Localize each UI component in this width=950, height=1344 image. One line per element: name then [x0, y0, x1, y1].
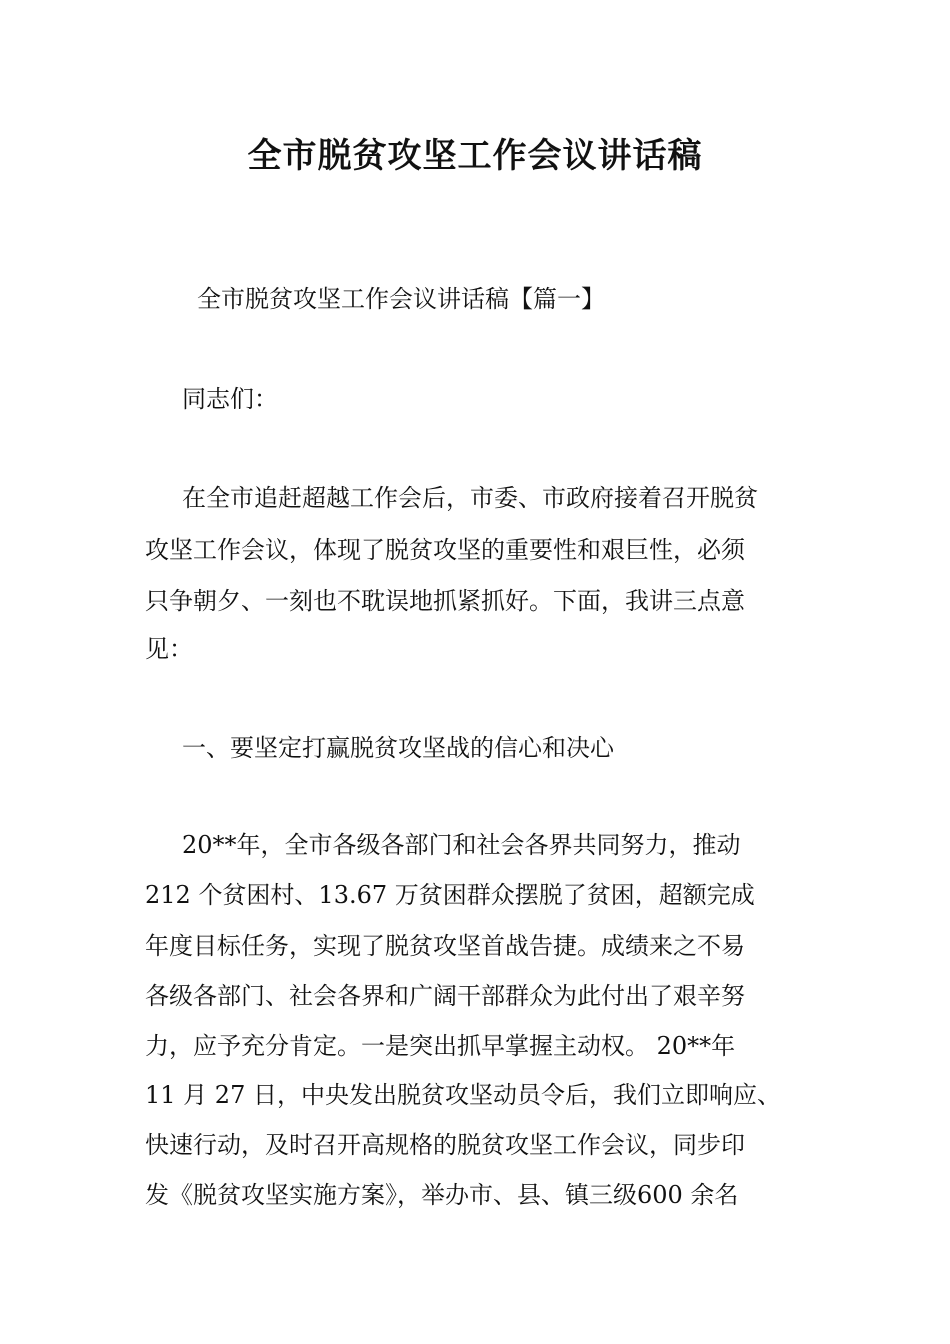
greeting: 同志们：: [182, 385, 278, 413]
paragraph-line: 力，应予充分肯定。一是突出抓早掌握主动权。 20**年: [145, 1032, 736, 1060]
paragraph-line: 在全市追赶超越工作会后，市委、市政府接着召开脱贫: [182, 484, 758, 512]
paragraph-line: 快速行动，及时召开高规格的脱贫攻坚工作会议，同步印: [145, 1131, 745, 1159]
paragraph-line: 年度目标任务，实现了脱贫攻坚首战告捷。成绩来之不易: [145, 932, 745, 960]
document-title: 全市脱贫攻坚工作会议讲话稿: [247, 136, 703, 176]
paragraph-line: 发《脱贫攻坚实施方案》，举办市、县、镇三级600 余名: [145, 1181, 739, 1209]
paragraph-line: 212 个贫困村、13.67 万贫困群众摆脱了贫困，超额完成: [145, 881, 755, 909]
paragraph-line: 各级各部门、社会各界和广阔干部群众为此付出了艰辛努: [145, 982, 745, 1010]
paragraph-line: 20**年，全市各级各部门和社会各界共同努力，推动: [182, 831, 741, 859]
paragraph-line: 见：: [145, 635, 193, 663]
section-heading: 一、要坚定打赢脱贫攻坚战的信心和决心: [182, 734, 614, 762]
paragraph-line: 11 月 27 日，中央发出脱贫攻坚动员令后，我们立即响应、: [145, 1081, 781, 1109]
paragraph-line: 只争朝夕、一刻也不耽误地抓紧抓好。下面，我讲三点意: [145, 587, 745, 615]
paragraph-line: 攻坚工作会议，体现了脱贫攻坚的重要性和艰巨性，必须: [145, 536, 745, 564]
section-subtitle: 全市脱贫攻坚工作会议讲话稿【篇一】: [197, 285, 605, 313]
